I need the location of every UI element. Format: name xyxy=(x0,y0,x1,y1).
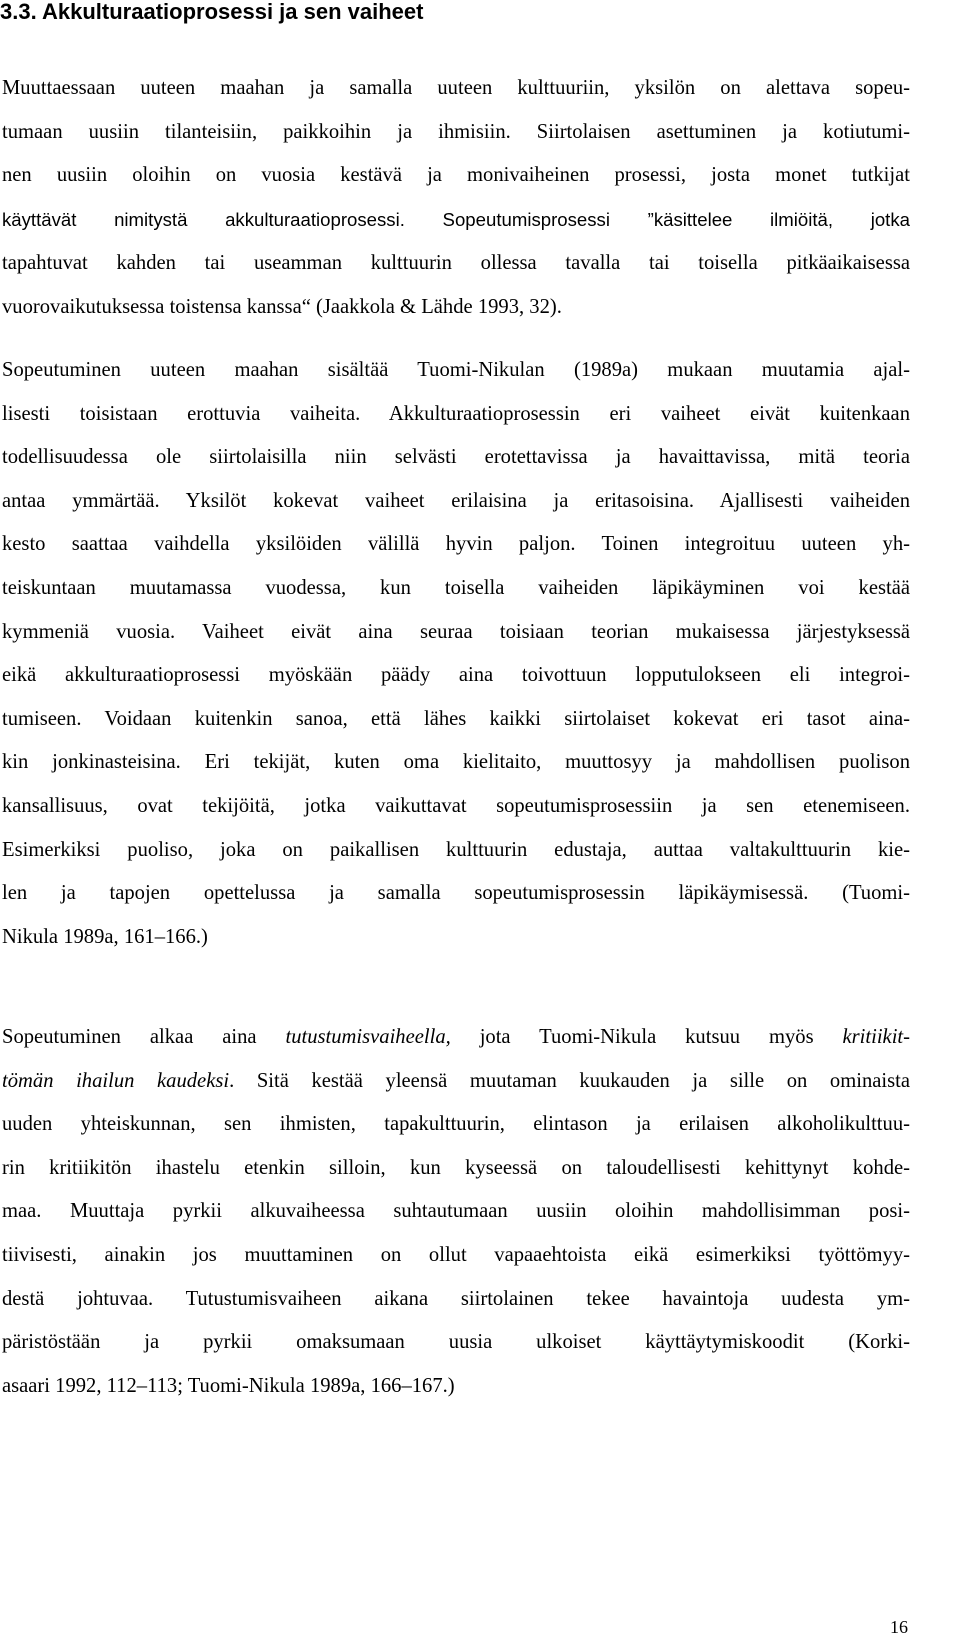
text-line: antaa ymmärtää. Yksilöt kokevat vaiheet erilaisina ja eritasoisina. Ajallisesti vaiheiden xyxy=(2,489,910,512)
paragraph-3 xyxy=(2,1016,910,1408)
text-line: len ja tapojen opettelussa ja samalla sopeutumisprosessin läpikäymisessä. (Tuomi- xyxy=(2,882,910,905)
text-line: kymmeniä vuosia. Vaiheet eivät aina seuraa toisiaan teorian mukaisessa järjestyksessä xyxy=(2,620,910,643)
text-line xyxy=(2,1016,910,1060)
text-line: asaari 1992, 112–113; Tuomi-Nikula 1989a, 166–167.) xyxy=(2,1374,455,1397)
text-fragment: . Sitä kestää yleensä muutaman kuukauden ja sille on ominaista xyxy=(229,1069,910,1092)
text-line: maa. Muuttaja pyrkii alkuvaiheessa suhtautumaan uusiin oloihin mahdollisimman posi- xyxy=(2,1200,910,1223)
text-line: tumiseen. Voidaan kuitenkin sanoa, että lähes kaikki siirtolaiset kokevat eri tasot aina- xyxy=(2,707,910,730)
page-number: 16 xyxy=(890,1617,908,1637)
italic-term: tutustumisvaiheella, xyxy=(285,1026,451,1048)
text-line xyxy=(2,198,910,243)
text-line: Nikula 1989a, 161–166.) xyxy=(2,925,208,948)
text-fragment: Sopeutumisprosessi ”käsittelee ilmiöitä, jotka xyxy=(404,208,910,230)
text-line: kansallisuus, ovat tekijöitä, jotka vaikuttavat sopeutumisprosessiin ja sen etenemiseen. xyxy=(2,794,910,817)
text-line: tiivisesti, ainakin jos muuttaminen on ollut vapaaehtoista eikä esimerkiksi työttömyy- xyxy=(2,1243,910,1266)
text-line: teiskuntaan muutamassa vuodessa, kun toisella vaiheiden läpikäyminen voi kestää xyxy=(2,576,910,599)
text-line: tumaan uusiin tilanteisiin, paikkoihin ja ihmisiin. Siirtolaisen asettuminen ja kotiutumi- xyxy=(2,120,910,143)
text-line: päristöstään ja pyrkii omaksumaan uusia ulkoiset käyttäytymiskoodit (Korki- xyxy=(2,1331,910,1354)
text-line: Sopeutuminen uuteen maahan sisältää Tuomi-Nikulan (1989a) mukaan muutamia ajal- xyxy=(2,359,910,381)
text-line: nen uusiin oloihin on vuosia kestävä ja monivaiheinen prosessi, josta monet tutkijat xyxy=(2,164,910,187)
section-heading: 3.3. Akkulturaatioprosessi ja sen vaiheet xyxy=(0,0,424,24)
text-line: rin kritiikitön ihastelu etenkin silloin, kun kyseessä on taloudellisesti kehittynyt kohde- xyxy=(2,1156,910,1179)
text-line: eikä akkulturaatioprosessi myöskään päädy aina toivottuun lopputulokseen eli integroi- xyxy=(2,664,910,687)
paragraph-2 xyxy=(2,349,910,959)
text-fragment: jota Tuomi-Nikula kutsuu myös xyxy=(450,1026,843,1048)
text-line: todellisuudessa ole siirtolaisilla niin selvästi erotettavissa ja havaittavissa, mitä teoria xyxy=(2,446,910,469)
text-line: destä johtuvaa. Tutustumisvaiheen aikana siirtolainen tekee havaintoja uudesta ym- xyxy=(2,1287,910,1310)
text-line: tapahtuvat kahden tai useamman kulttuurin ollessa tavalla tai toisella pitkäaikaisessa xyxy=(2,252,910,275)
text-line: lisesti toisistaan erottuvia vaiheita. Akkulturaatioprosessin eri vaiheet eivät kuitenkaan xyxy=(2,402,910,425)
italic-term: kritiikit- xyxy=(842,1026,910,1048)
text-line: kin jonkinasteisina. Eri tekijät, kuten oma kielitaito, muuttosyy ja mahdollisen puolison xyxy=(2,751,910,774)
text-line xyxy=(2,1060,910,1104)
text-line: Esimerkiksi puoliso, joka on paikallisen kulttuurin edustaja, auttaa valtakulttuurin kie- xyxy=(2,838,910,861)
italic-term: tömän ihailun kaudeksi xyxy=(2,1069,230,1092)
text-line: Muuttaessaan uuteen maahan ja samalla uuteen kulttuuriin, yksilön on alettava sopeu- xyxy=(2,77,910,99)
text-fragment: käyttävät nimitystä akkulturaatioprosessi. xyxy=(2,208,405,230)
text-line: kesto saattaa vaihdella yksilöiden välillä hyvin paljon. Toinen integroituu uuteen yh- xyxy=(2,533,910,556)
text-line: uuden yhteiskunnan, sen ihmisten, tapakulttuurin, elintason ja erilaisen alkoholikulttuu- xyxy=(2,1113,910,1136)
text-line: vuorovaikutuksessa toistensa kanssa“ (Jaakkola & Lähde 1993, 32). xyxy=(2,295,562,318)
paragraph-1 xyxy=(2,67,910,330)
text-fragment: Sopeutuminen alkaa aina xyxy=(2,1026,286,1048)
